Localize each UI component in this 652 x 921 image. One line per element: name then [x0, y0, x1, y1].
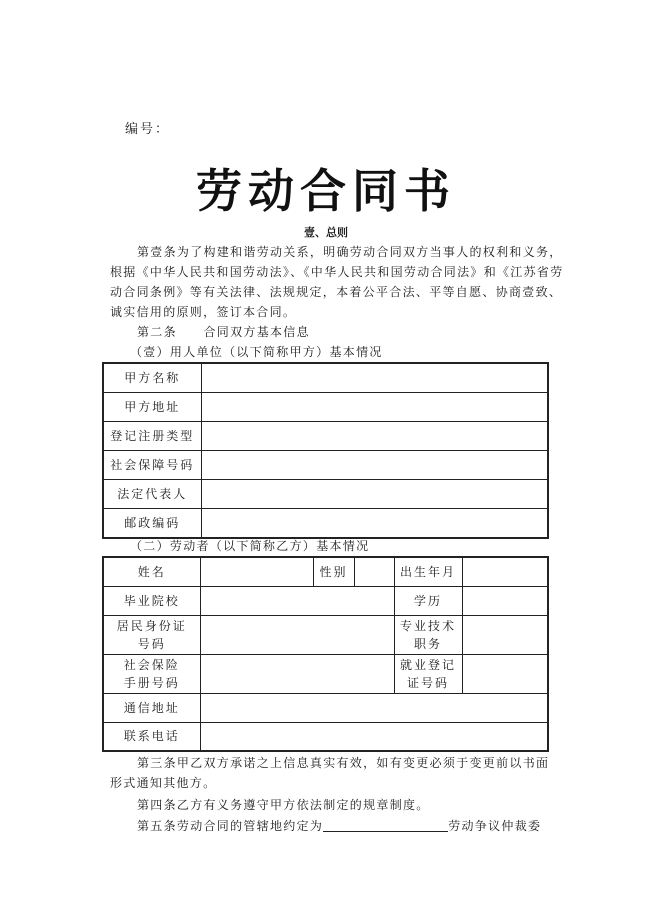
birth-label: 出生年月	[394, 557, 462, 586]
partyB-heading: （二）劳动者（以下简称乙方）基本情况	[130, 539, 370, 553]
school-field[interactable]	[200, 586, 394, 615]
table-row	[103, 480, 548, 509]
article4: 第四条乙方有义务遵守甲方依法制定的规章制度。	[137, 798, 430, 812]
social-insurance-field[interactable]	[200, 654, 394, 693]
row-label: 登记注册类型	[103, 422, 201, 451]
partyB-info-table	[102, 556, 549, 752]
article1-line: 根据《中华人民共和国劳动法》、《中华人民共和国劳动合同法》和《江苏省劳	[110, 265, 564, 279]
table-row	[103, 654, 548, 693]
table-row	[103, 722, 548, 751]
education-field[interactable]	[462, 586, 548, 615]
employment-registration-label: 就业登记 证号码	[394, 654, 462, 693]
address-label: 通信地址	[103, 693, 200, 722]
name-label: 姓名	[103, 557, 200, 586]
legal-representative-field[interactable]	[201, 480, 548, 509]
phone-field[interactable]	[200, 722, 548, 751]
article1-line: 动合同条例》等有关法律、法规规定，本着公平合法、平等自愿、协商壹致、	[110, 285, 563, 299]
partyA-address-field[interactable]	[201, 393, 548, 422]
birth-field[interactable]	[462, 557, 548, 586]
section-title: 壹、总则	[304, 226, 348, 239]
education-label: 学历	[394, 586, 462, 615]
registration-type-field[interactable]	[201, 422, 548, 451]
social-insurance-label: 社会保险 手册号码	[103, 654, 200, 693]
table-row	[103, 693, 548, 722]
professional-title-field[interactable]	[462, 615, 548, 654]
article5-text: 第五条劳动合同的管辖地约定为	[137, 819, 324, 833]
partyA-heading: （壹）用人单位（以下简称甲方）基本情况	[130, 345, 383, 359]
document-title: 劳动合同书	[196, 164, 456, 218]
id-number-label: 居民身份证 号码	[103, 615, 200, 654]
table-row	[103, 509, 548, 539]
serial-number-label: 编号：	[125, 122, 171, 137]
employment-registration-field[interactable]	[462, 654, 548, 693]
table-row	[103, 586, 548, 615]
gender-field[interactable]	[354, 557, 394, 586]
name-field[interactable]	[200, 557, 313, 586]
table-row	[103, 557, 548, 586]
table-row	[103, 393, 548, 422]
table-row	[103, 363, 548, 393]
phone-label: 联系电话	[103, 722, 200, 751]
social-security-number-field[interactable]	[201, 451, 548, 480]
table-row	[103, 422, 548, 451]
row-label: 甲方名称	[103, 363, 201, 393]
partyA-name-field[interactable]	[201, 363, 548, 393]
id-number-field[interactable]	[200, 615, 394, 654]
row-label: 法定代表人	[103, 480, 201, 509]
article5-text-after: 劳动争议仲裁委	[448, 819, 542, 833]
gender-label: 性别	[313, 557, 354, 586]
postal-code-field[interactable]	[201, 509, 548, 539]
row-label: 邮政编码	[103, 509, 201, 539]
article3-line: 第三条甲乙双方承诺之上信息真实有效，如有变更必须于变更前以书面	[137, 756, 550, 770]
school-label: 毕业院校	[103, 586, 200, 615]
article1-line: 第壹条为了构建和谐劳动关系，明确劳动合同双方当事人的权利和义务，	[137, 245, 563, 259]
partyA-info-table	[102, 362, 549, 539]
row-label: 社会保障号码	[103, 451, 201, 480]
row-label: 甲方地址	[103, 393, 201, 422]
table-row	[103, 615, 548, 654]
article3-line: 形式通知其他方。	[110, 776, 217, 790]
article5	[137, 816, 541, 836]
jurisdiction-blank-field[interactable]	[323, 817, 448, 832]
professional-title-label: 专业技术 职务	[394, 615, 462, 654]
address-field[interactable]	[200, 693, 548, 722]
article2-heading: 第二条 合同双方基本信息	[137, 325, 310, 339]
article1-line: 诚实信用的原则，签订本合同。	[110, 305, 297, 319]
table-row	[103, 451, 548, 480]
